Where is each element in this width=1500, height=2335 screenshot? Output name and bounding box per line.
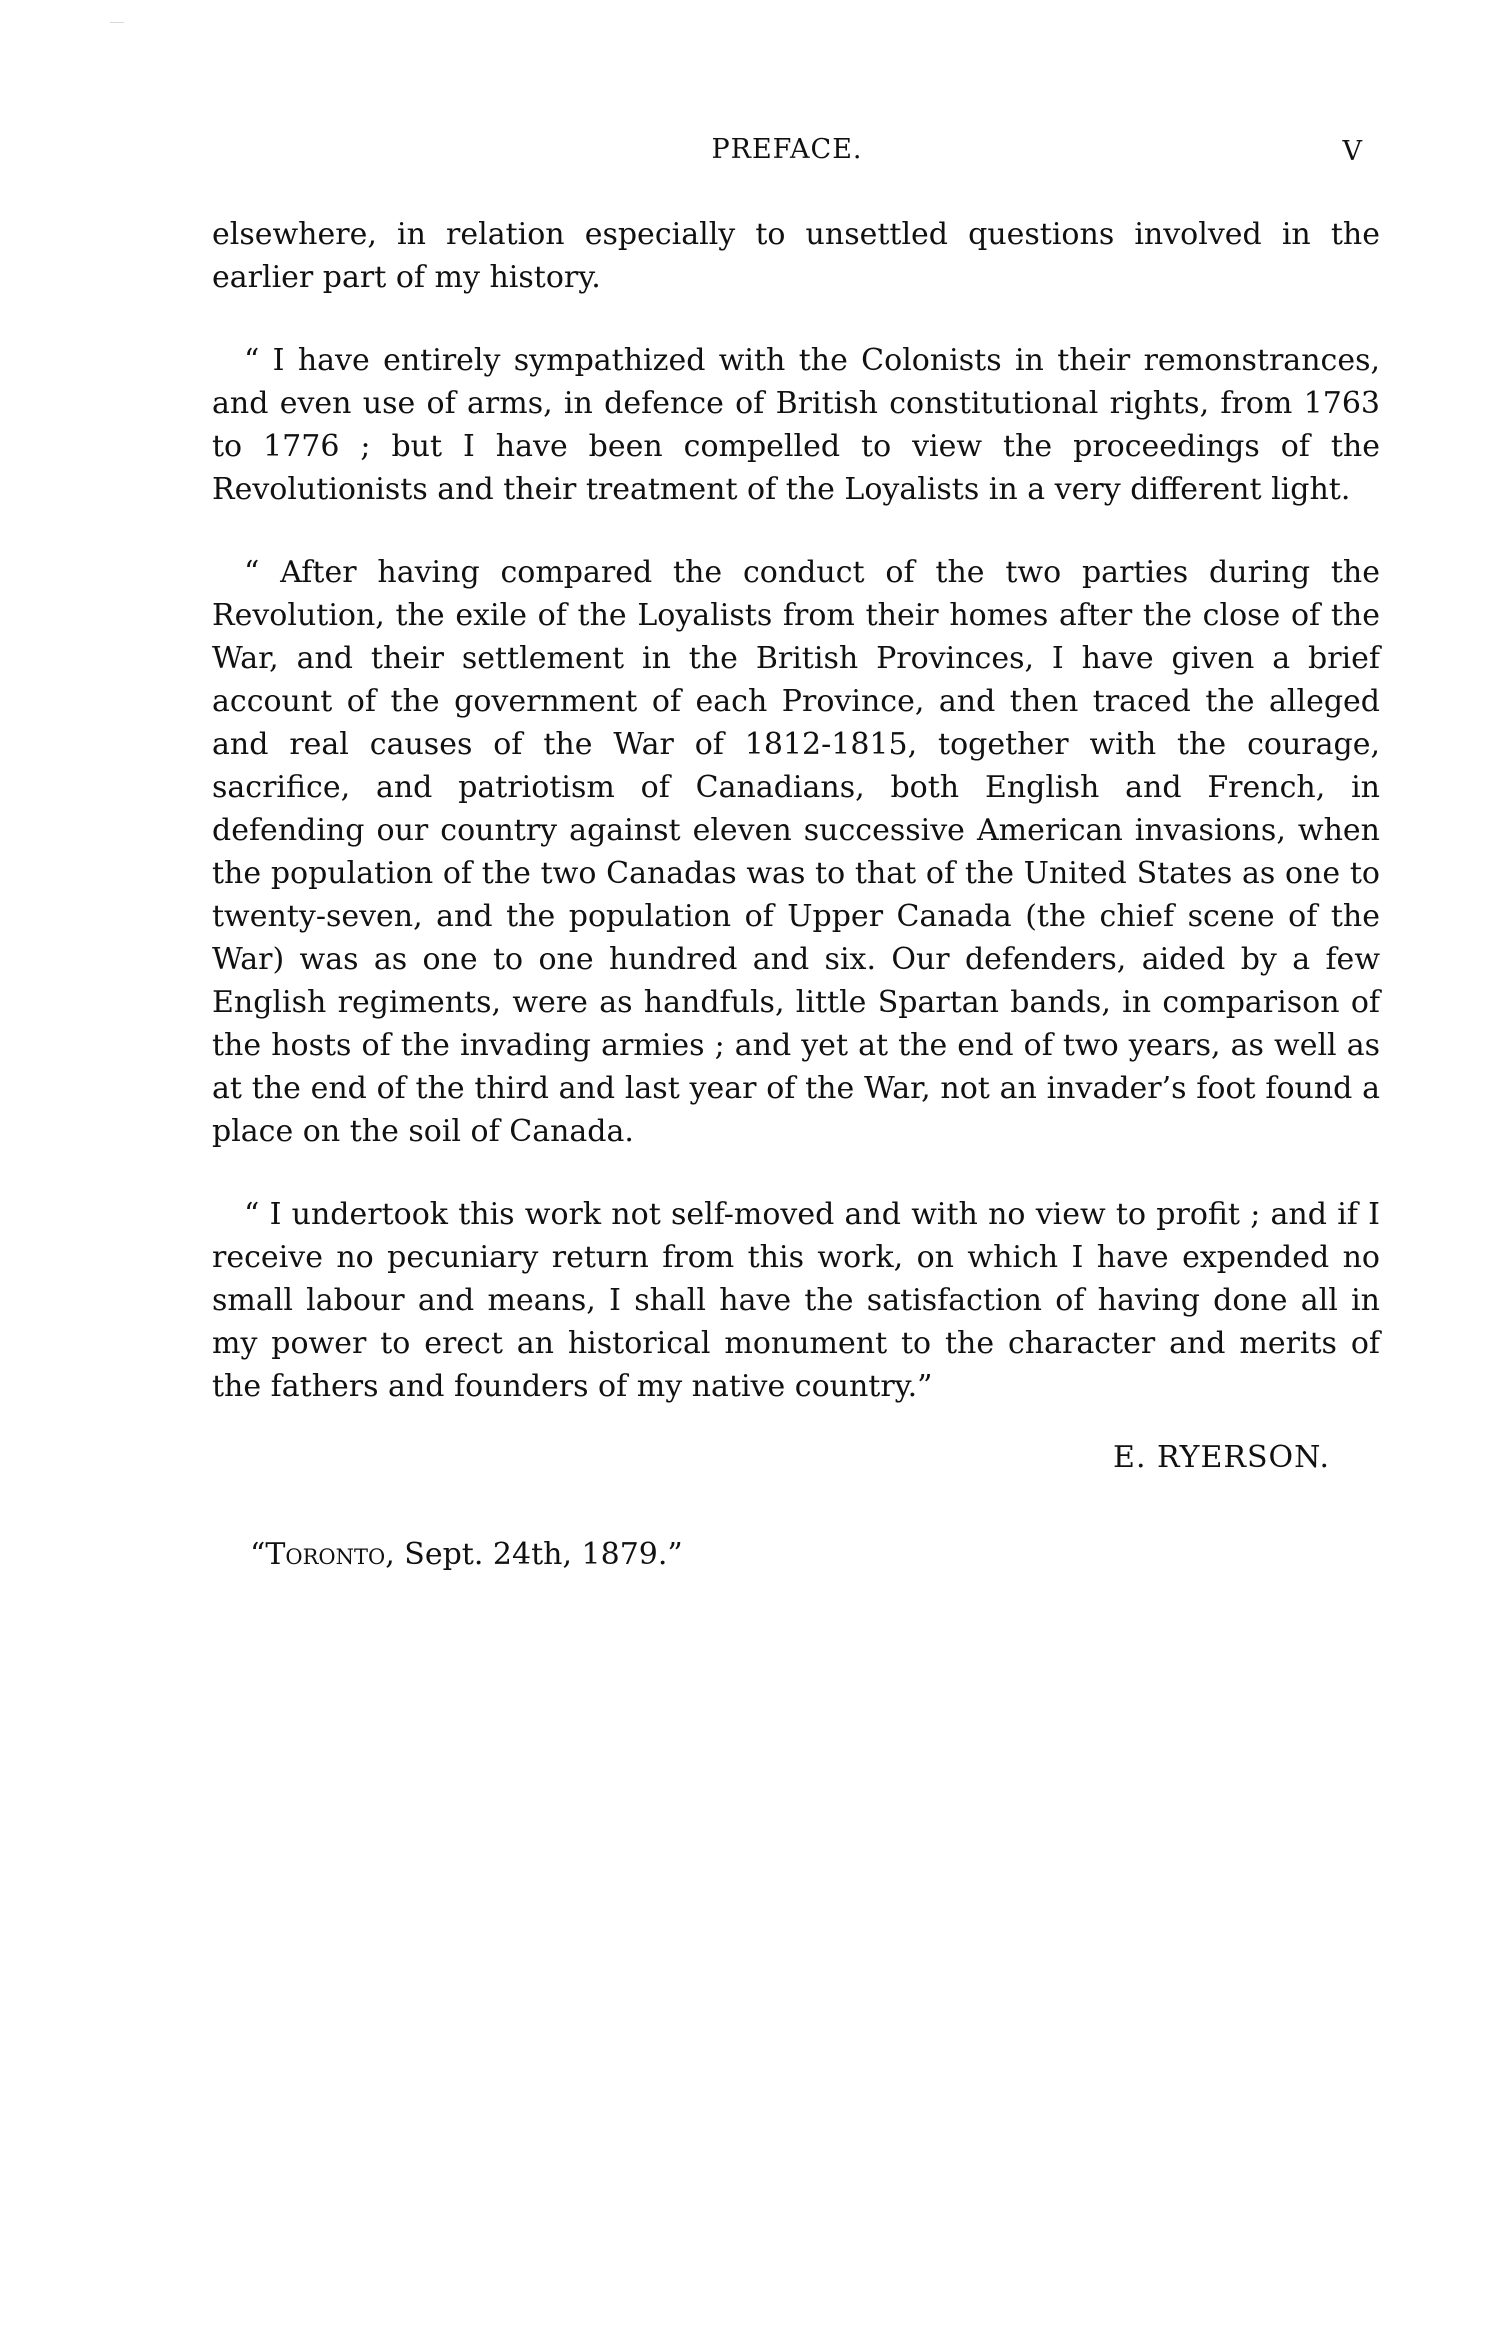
- signature: E. RYERSON.: [1113, 1440, 1330, 1475]
- paragraph-continuation: elsewhere, in relation especially to unsettled questions involved in the earlier part of my history.: [212, 217, 1380, 295]
- dateline: [250, 1537, 683, 1572]
- scan-speck: [110, 22, 124, 23]
- text-body: [212, 213, 1380, 1448]
- paragraph-colonists: “ I have entirely sympathized with the Colonists in their remonstrances, and even use of arms, in defence of British constitutional rights, from 1763 to 1776 ; but I have been compelled to view the proceedings of the Revolutionists and their treatment of the Loyalists in a very different light.: [212, 343, 1380, 507]
- running-head: [212, 134, 1362, 174]
- dateline-date: , Sept. 24th, 1879.”: [385, 1537, 683, 1572]
- page-number: V: [1342, 136, 1362, 167]
- dateline-place: Toronto: [265, 1537, 386, 1572]
- dateline-open-quote: “: [250, 1537, 266, 1572]
- paragraph-revolution: “ After having compared the conduct of the two parties during the Revolution, the exile of the Loyalists from their homes after the close of the War, and their settlement in the British Provinces, I have given a brief account of the government of each Province, and then traced the alleged and real causes of the War of 1812-1815, together with the courage, sacrifice, and patriotism of Canadians, both English and French, in defending our country against eleven successive American invasions, when the population of the two Canadas was to that of the United States as one to twenty-seven, and the population of Upper Canada (the chief scene of the War) was as one to one hundred and six. Our defenders, aided by a few English regiments, were as handfuls, little Spartan bands, in comparison of the hosts of the invading armies ; and yet at the end of two years, as well as at the end of the third and last year of the War, not an invader’s foot found a place on the soil of Canada.: [212, 555, 1380, 1149]
- running-title: PREFACE.: [711, 134, 863, 165]
- paragraph-undertaking: “ I undertook this work not self-moved and with no view to profit ; and if I receive no pecuniary return from this work, on which I have expended no small labour and means, I shall have the satisfaction of having done all in my power to erect an historical monument to the character and merits of the fathers and founders of my native country.”: [212, 1197, 1380, 1404]
